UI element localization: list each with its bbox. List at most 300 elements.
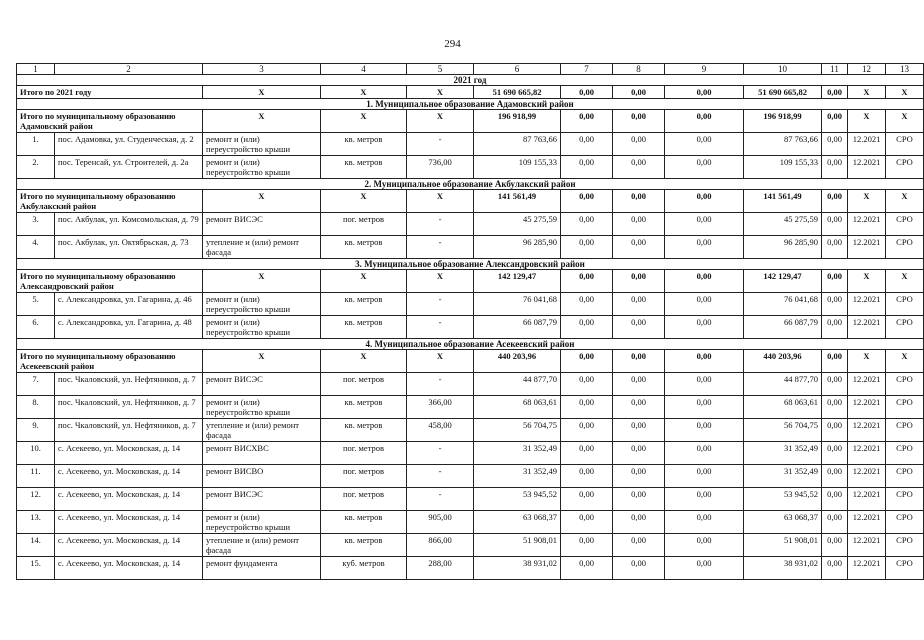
total-cell: X [886,86,924,99]
table-cell: кв. метров [321,396,407,419]
table-cell: 0,00 [613,396,665,419]
table-cell: 736,00 [407,156,474,179]
table-cell: 0,00 [613,156,665,179]
table-cell: ремонт и (или) переустройство крыши [203,316,321,339]
table-cell: - [407,373,474,396]
total-cell: 0,00 [665,110,744,133]
table-cell: 0,00 [822,133,848,156]
table-cell: 0,00 [665,419,744,442]
section-total-row [17,270,924,293]
table-cell: 0,00 [561,213,613,236]
table-cell: 0,00 [665,488,744,511]
table-cell: 0,00 [665,465,744,488]
table-cell: - [407,133,474,156]
table-cell: 45 275,59 [474,213,561,236]
table-cell: 0,00 [822,236,848,259]
total-cell: 0,00 [822,190,848,213]
table-cell: 0,00 [665,236,744,259]
table-cell: 96 285,90 [474,236,561,259]
table-cell: 0,00 [665,396,744,419]
table-cell: 31 352,49 [474,465,561,488]
table-cell: 0,00 [822,293,848,316]
table-cell: ремонт и (или) переустройство крыши [203,396,321,419]
table-cell: 6. [17,316,55,339]
total-cell: X [203,350,321,373]
table-cell: 53 945,52 [744,488,822,511]
total-cell: X [321,190,407,213]
table-cell: 0,00 [665,373,744,396]
table-cell: пос. Акбулак, ул. Комсомольская, д. 79 [55,213,203,236]
total-cell: 0,00 [822,86,848,99]
table-cell: 0,00 [822,373,848,396]
table-cell: пог. метров [321,373,407,396]
column-number-cell: 10 [744,64,822,75]
table-cell: 44 877,70 [474,373,561,396]
table-cell: 458,00 [407,419,474,442]
table-row [17,442,924,465]
table-row [17,293,924,316]
table-cell: с. Асекеево, ул. Московская, д. 14 [55,488,203,511]
table-cell: 0,00 [561,442,613,465]
total-cell: 0,00 [822,110,848,133]
table-cell: 53 945,52 [474,488,561,511]
total-cell: X [203,270,321,293]
total-cell: 440 203,96 [744,350,822,373]
table-cell: - [407,293,474,316]
total-cell: 142 129,47 [474,270,561,293]
table-cell: с. Асекеево, ул. Московская, д. 14 [55,511,203,534]
year-heading: 2021 год [17,75,924,86]
column-number-row [17,64,924,75]
table-cell: 0,00 [665,316,744,339]
total-cell: X [203,86,321,99]
total-cell: X [203,110,321,133]
table-cell: 0,00 [822,213,848,236]
total-cell: 51 690 665,82 [474,86,561,99]
table-row [17,373,924,396]
column-number-cell: 7 [561,64,613,75]
table-cell: 12. [17,488,55,511]
total-cell: 141 561,49 [474,190,561,213]
table-cell: СРО [886,213,924,236]
table-cell: 0,00 [613,133,665,156]
section-total-row [17,110,924,133]
table-cell: с. Александровка, ул. Гагарина, д. 46 [55,293,203,316]
table-cell: 31 352,49 [744,465,822,488]
table-cell: с. Асекеево, ул. Московская, д. 14 [55,442,203,465]
table-cell: ремонт и (или) переустройство крыши [203,156,321,179]
table-cell: ремонт ВИСЭС [203,373,321,396]
table-cell: 76 041,68 [744,293,822,316]
table-cell: 38 931,02 [474,557,561,580]
table-row [17,419,924,442]
table-cell: 0,00 [822,465,848,488]
table-cell: 12.2021 [848,419,886,442]
total-cell: X [321,110,407,133]
total-cell: X [848,270,886,293]
page-number: 294 [444,38,461,50]
table-cell: 3. [17,213,55,236]
table-cell: СРО [886,465,924,488]
table-cell: 87 763,66 [474,133,561,156]
total-cell: 0,00 [822,350,848,373]
table-cell: кв. метров [321,534,407,557]
table-cell: 63 068,37 [474,511,561,534]
total-cell: 0,00 [613,190,665,213]
table-cell: 0,00 [822,396,848,419]
grand-total-row [17,86,924,99]
table-cell: 109 155,33 [474,156,561,179]
table-cell: 366,00 [407,396,474,419]
table-cell: 7. [17,373,55,396]
table-cell: пос. Чкаловский, ул. Нефтяников, д. 7 [55,396,203,419]
total-cell: 141 561,49 [744,190,822,213]
table-cell: 12.2021 [848,488,886,511]
column-number-cell: 6 [474,64,561,75]
table-cell: 0,00 [561,156,613,179]
table-cell: 0,00 [822,442,848,465]
total-cell: X [407,110,474,133]
total-label: Итого по муниципальному образованию Адамовский район [17,110,203,133]
table-cell: пос. Чкаловский, ул. Нефтяников, д. 7 [55,373,203,396]
column-number-cell: 8 [613,64,665,75]
section-title: 1. Муниципальное образование Адамовский район [17,99,924,110]
table-cell: ремонт ВИСХВС [203,442,321,465]
table-cell: - [407,488,474,511]
table-cell: 63 068,37 [744,511,822,534]
column-number-cell: 1 [17,64,55,75]
table-cell: с. Александровка, ул. Гагарина, д. 48 [55,316,203,339]
table-cell: 12.2021 [848,293,886,316]
table-cell: 0,00 [613,293,665,316]
table-cell: 0,00 [613,419,665,442]
table-cell: СРО [886,557,924,580]
table-cell: 0,00 [613,236,665,259]
total-cell: 0,00 [665,270,744,293]
table-cell: утепление и (или) ремонт фасада [203,534,321,557]
table-cell: с. Асекеево, ул. Московская, д. 14 [55,534,203,557]
table-cell: кв. метров [321,156,407,179]
table-cell: 11. [17,465,55,488]
table-cell: 0,00 [665,511,744,534]
table-cell: СРО [886,442,924,465]
table-cell: 12.2021 [848,316,886,339]
table-row [17,396,924,419]
table-cell: ремонт ВИСВО [203,465,321,488]
table-cell: 12.2021 [848,557,886,580]
column-number-cell: 11 [822,64,848,75]
table-cell: ремонт и (или) переустройство крыши [203,133,321,156]
total-cell: X [848,110,886,133]
table-cell: СРО [886,373,924,396]
total-cell: 51 690 665,82 [744,86,822,99]
table-cell: 0,00 [665,557,744,580]
table-cell: 10. [17,442,55,465]
table-cell: 13. [17,511,55,534]
table-cell: 5. [17,293,55,316]
table-cell: 15. [17,557,55,580]
table-row [17,534,924,557]
column-number-cell: 4 [321,64,407,75]
table-cell: пос. Акбулак, ул. Октябрьская, д. 73 [55,236,203,259]
table-cell: 0,00 [561,316,613,339]
table-cell: 68 063,61 [474,396,561,419]
table-cell: 66 087,79 [744,316,822,339]
table-cell: 0,00 [561,511,613,534]
table-cell: 0,00 [665,133,744,156]
total-cell: 440 203,96 [474,350,561,373]
table-cell: пог. метров [321,488,407,511]
table-cell: 31 352,49 [744,442,822,465]
total-cell: X [886,190,924,213]
table-cell: 0,00 [822,488,848,511]
table-cell: 0,00 [613,316,665,339]
table-cell: 0,00 [561,133,613,156]
table-cell: - [407,465,474,488]
table-cell: 0,00 [561,534,613,557]
table-cell: куб. метров [321,557,407,580]
table-cell: 0,00 [613,465,665,488]
table-cell: утепление и (или) ремонт фасада [203,419,321,442]
total-cell: X [407,270,474,293]
table-cell: кв. метров [321,511,407,534]
section-title: 4. Муниципальное образование Асекеевский район [17,339,924,350]
table-cell: 0,00 [613,442,665,465]
column-number-cell: 5 [407,64,474,75]
table-cell: 0,00 [822,419,848,442]
table-cell: 38 931,02 [744,557,822,580]
table-cell: СРО [886,396,924,419]
table-cell: 4. [17,236,55,259]
table-cell: 0,00 [665,293,744,316]
section-title: 3. Муниципальное образование Александровский район [17,259,924,270]
total-cell: X [407,190,474,213]
table-cell: 51 908,01 [474,534,561,557]
table-cell: 31 352,49 [474,442,561,465]
table-cell: 66 087,79 [474,316,561,339]
section-heading-row [17,179,924,190]
table-cell: 12.2021 [848,465,886,488]
table-cell: СРО [886,488,924,511]
table-row [17,557,924,580]
total-cell: X [848,190,886,213]
table-cell: 905,00 [407,511,474,534]
table-cell: 87 763,66 [744,133,822,156]
table-cell: 96 285,90 [744,236,822,259]
table-cell: пос. Чкаловский, ул. Нефтяников, д. 7 [55,419,203,442]
table-cell: СРО [886,293,924,316]
total-label: Итого по муниципальному образованию Акбулакский район [17,190,203,213]
total-cell: 0,00 [613,270,665,293]
table-cell: - [407,213,474,236]
table-cell: СРО [886,133,924,156]
table-cell: 0,00 [561,293,613,316]
table-cell: 0,00 [613,488,665,511]
table-cell: СРО [886,511,924,534]
total-label: Итого по 2021 году [17,86,203,99]
table-cell: 12.2021 [848,534,886,557]
table-cell: 2. [17,156,55,179]
table-cell: ремонт фундамента [203,557,321,580]
table-cell: кв. метров [321,236,407,259]
table-row [17,316,924,339]
table-cell: с. Асекеево, ул. Московская, д. 14 [55,465,203,488]
table-cell: 12.2021 [848,442,886,465]
table-cell: 0,00 [561,488,613,511]
table-cell: кв. метров [321,293,407,316]
table-row [17,133,924,156]
total-cell: 0,00 [613,86,665,99]
section-heading-row [17,339,924,350]
table-cell: утепление и (или) ремонт фасада [203,236,321,259]
table-cell: - [407,442,474,465]
total-cell: 0,00 [665,190,744,213]
table-cell: 0,00 [561,465,613,488]
total-cell: X [848,86,886,99]
table-cell: пог. метров [321,465,407,488]
total-cell: X [886,350,924,373]
total-cell: 196 918,99 [744,110,822,133]
section-total-row [17,190,924,213]
table-cell: 0,00 [613,213,665,236]
total-cell: X [203,190,321,213]
table-cell: ремонт ВИСЭС [203,488,321,511]
total-label: Итого по муниципальному образованию Александровский район [17,270,203,293]
table-cell: кв. метров [321,133,407,156]
table-cell: СРО [886,316,924,339]
total-cell: X [848,350,886,373]
table-cell: 0,00 [665,213,744,236]
total-cell: 142 129,47 [744,270,822,293]
total-cell: 0,00 [561,110,613,133]
total-cell: X [886,110,924,133]
table-row [17,156,924,179]
table-cell: 0,00 [613,511,665,534]
table-cell: 0,00 [665,534,744,557]
table-cell: ремонт и (или) переустройство крыши [203,511,321,534]
table-cell: СРО [886,534,924,557]
table-row [17,213,924,236]
section-heading-row [17,259,924,270]
table-cell: 109 155,33 [744,156,822,179]
table-cell: 8. [17,396,55,419]
table-cell: 0,00 [561,419,613,442]
total-cell: 0,00 [561,350,613,373]
table-cell: пог. метров [321,213,407,236]
table-cell: 68 063,61 [744,396,822,419]
table-cell: 12.2021 [848,373,886,396]
table-cell: 0,00 [822,156,848,179]
total-cell: 0,00 [665,86,744,99]
table-row [17,236,924,259]
table-row [17,511,924,534]
section-heading-row [17,99,924,110]
table-cell: 56 704,75 [474,419,561,442]
table-cell: СРО [886,236,924,259]
total-cell: X [321,86,407,99]
table-row [17,465,924,488]
total-cell: 0,00 [665,350,744,373]
table-cell: 12.2021 [848,156,886,179]
total-cell: 0,00 [561,270,613,293]
table-cell: 76 041,68 [474,293,561,316]
total-cell: 0,00 [822,270,848,293]
table-cell: 0,00 [822,557,848,580]
table-cell: 14. [17,534,55,557]
table-cell: с. Асекеево, ул. Московская, д. 14 [55,557,203,580]
table-cell: 1. [17,133,55,156]
total-cell: X [407,86,474,99]
table-cell: 0,00 [561,557,613,580]
year-row [17,75,924,86]
table-cell: 44 877,70 [744,373,822,396]
total-cell: X [321,270,407,293]
table-cell: 12.2021 [848,133,886,156]
table-cell: 0,00 [665,156,744,179]
table-body [17,64,924,580]
column-number-cell: 9 [665,64,744,75]
total-label: Итого по муниципальному образованию Асекеевский район [17,350,203,373]
table-cell: - [407,316,474,339]
section-title: 2. Муниципальное образование Акбулакский район [17,179,924,190]
table-cell: 12.2021 [848,396,886,419]
column-number-cell: 2 [55,64,203,75]
total-cell: 0,00 [561,190,613,213]
table-cell: 0,00 [561,396,613,419]
table-cell: 288,00 [407,557,474,580]
table-cell: 0,00 [665,442,744,465]
column-number-cell: 12 [848,64,886,75]
table-cell: 56 704,75 [744,419,822,442]
column-number-cell: 13 [886,64,924,75]
table-cell: 0,00 [613,557,665,580]
capital-repair-table [16,63,924,580]
table-cell: ремонт ВИСЭС [203,213,321,236]
table-cell: 12.2021 [848,213,886,236]
table-cell: 866,00 [407,534,474,557]
table-cell: 0,00 [561,236,613,259]
total-cell: X [407,350,474,373]
table-cell: 12.2021 [848,511,886,534]
column-number-cell: 3 [203,64,321,75]
total-cell: 0,00 [561,86,613,99]
table-cell: 0,00 [613,373,665,396]
table-cell: СРО [886,156,924,179]
table-cell: 51 908,01 [744,534,822,557]
total-cell: 0,00 [613,110,665,133]
total-cell: X [321,350,407,373]
table-cell: кв. метров [321,316,407,339]
table-cell: пог. метров [321,442,407,465]
table-cell: 0,00 [613,534,665,557]
table-cell: СРО [886,419,924,442]
total-cell: 0,00 [613,350,665,373]
table-cell: 12.2021 [848,236,886,259]
table-cell: 0,00 [822,511,848,534]
total-cell: X [886,270,924,293]
table-cell: 9. [17,419,55,442]
table-cell: ремонт и (или) переустройство крыши [203,293,321,316]
table-cell: 45 275,59 [744,213,822,236]
table-cell: 0,00 [822,316,848,339]
table-cell: пос. Адамовка, ул. Студенческая, д. 2 [55,133,203,156]
section-total-row [17,350,924,373]
table-cell: 0,00 [822,534,848,557]
table-row [17,488,924,511]
table-cell: - [407,236,474,259]
table-cell: 0,00 [561,373,613,396]
total-cell: 196 918,99 [474,110,561,133]
